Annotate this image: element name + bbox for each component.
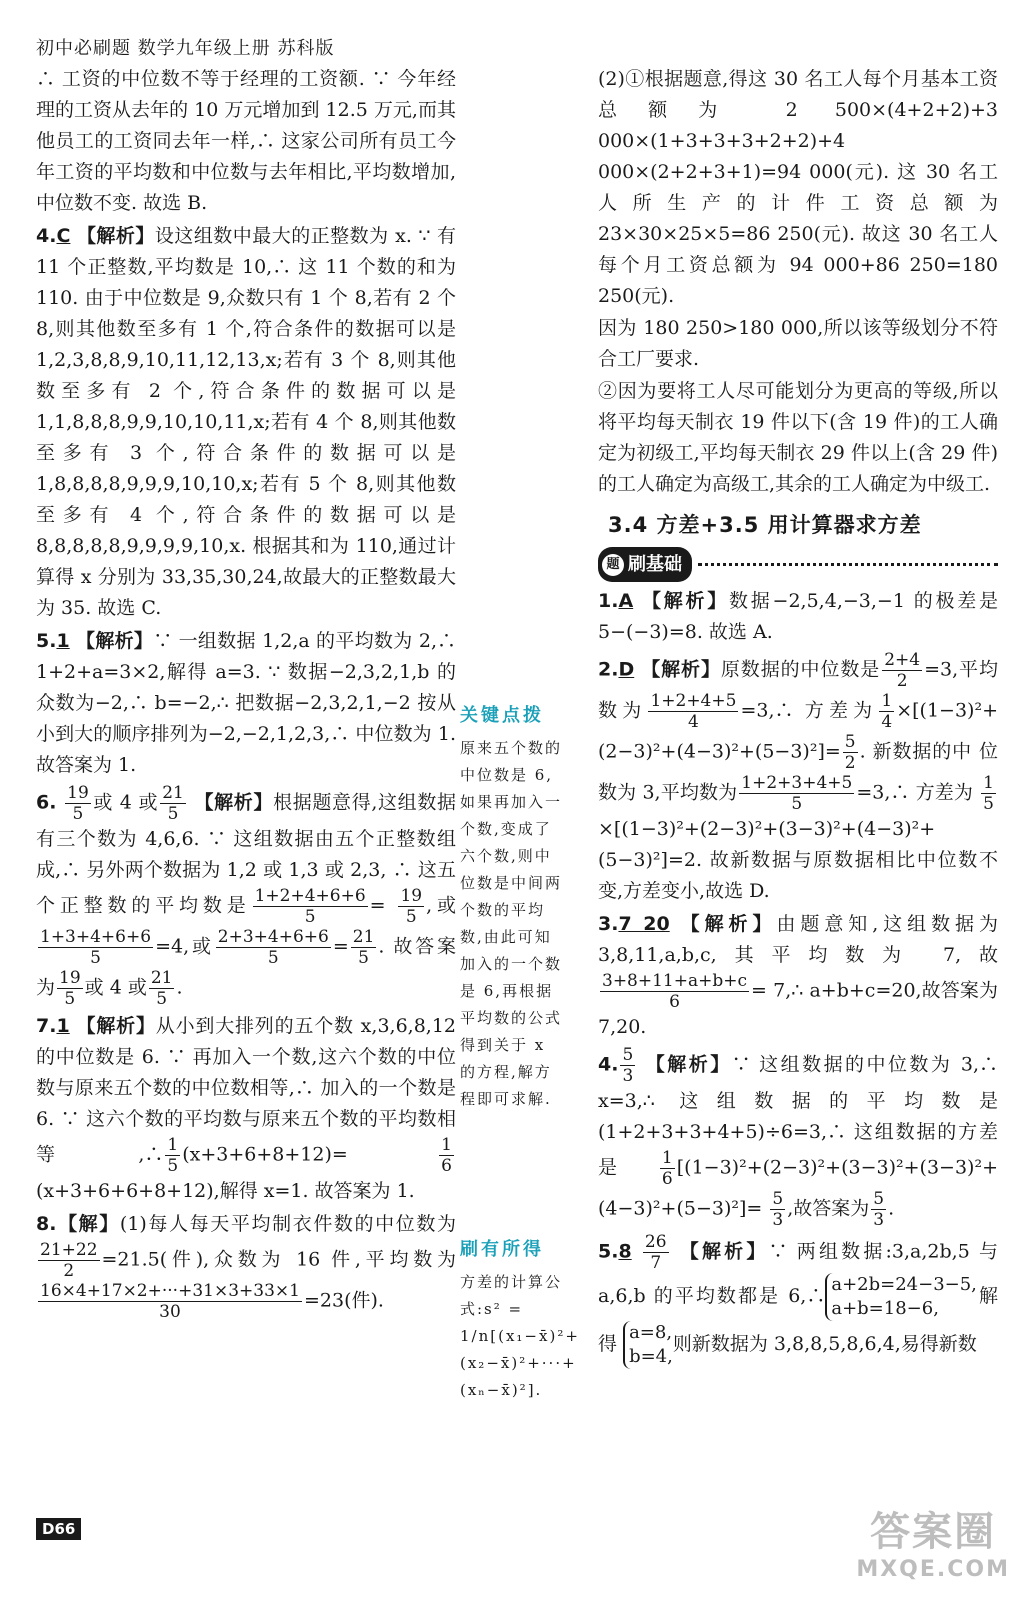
answer: C (56, 225, 71, 247)
fraction: $\frac{1}{5}$ (983, 773, 994, 814)
left-column (36, 64, 456, 1323)
page-number: D66 (36, 1518, 81, 1540)
question-7: 7.1 【解析】从小到大排列的五个数 x,3,6,8,12 的中位数是 6. ∵ 再加入一个数,这六个数的中位数与原来五个数的中位数相等,∴ 加入的一个数是 6. ∵ 这六个数的平均数与原来五个数的平均数相等,∴ $\frac{1}{5}$ (x+3+6+8+12)= $\frac{1}{6}$ (x+3+6+6+8+12),解得 x=1. 故答案为 1. (36, 1015, 456, 1202)
exercise-2: 2.D 【解析】原数据的中位数是 $\frac{2+4}{2}$ =3,平均 数为 $\frac{1+2+4+5}{4}$ =3,∴ 方差为 $\frac{1}{4}$ ×[(1−3)²+ (2−3)²+(4−3)²+(5−3)²]= $\frac{5}{2}$ . 新数据的中 位数为 3,平均数为 $\frac{1+2+3+4+5}{5}$ =3,∴ 方差为 $\frac{1}{5}$ ×[(1−3)²+(2−3)²+(3−3)²+(4−3)²+(5−3)²]=2. 故新数据与原数据相比中位数不变,方差变小,故选 D. (598, 650, 998, 902)
answer: $\frac{5}{3}$ (622, 1045, 634, 1086)
exercise-4: 4. $\frac{5}{3}$ 【解析】∵ 这组数据的中位数为 3,∴ x=3,∴ 这组数据的平均数是(1+2+3+3+4+5)÷6=3,∴ 这组数据的方差是 $\frac{1}{6}$ [(1−3)²+(2−3)²+(3−3)²+(3−3)²+(4−3)²+(5−3)²]= $\frac{5}{3}$ ,故答案为 $\frac{5}{3}$ . (598, 1045, 998, 1230)
fraction: $\frac{1+2+4+6+6}{5}$ (254, 886, 366, 927)
fraction: $\frac{3+8+11+a+b+c}{6}$ (602, 971, 748, 1012)
right-column (598, 64, 998, 1370)
fraction: $\frac{16\times 4+17\times 2+\cdot\cdot\cdot+31\times 3+33\times 1}{30}$ (40, 1281, 300, 1322)
section-title: 3.4 方差+3.5 用计算器求方差 (608, 513, 922, 537)
exercise-1: 1.A 【解析】数据−2,5,4,−3,−1 的极差是 5−(−3)=8. 故选 A. (598, 590, 998, 643)
fraction: $\frac{21}{5}$ (150, 968, 173, 1009)
fraction: $\frac{21}{5}$ (352, 927, 375, 968)
sidebar-body: 原来五个数的中位数是 6,如果再加入一个数,变成了六个数,则中位数是中间两个数的平均数,由此可知加入的一个数是 6,再根据平均数的公式得到关于 x 的方程,解方程即可求解. (460, 739, 563, 1108)
exercise-5: 5.8 $\frac{26}{7}$ 【解析】∵ 两组数据:3,a,2b,5 与 a,6,b 的平均数都是 6,∴ a+2b=24−3−5, a+b=18−6, 解得 a=8, b=4, 则新数据为 3,8,8,5,8,6,4,易得新数 (598, 1232, 999, 1367)
pen-icon: 题 (602, 554, 624, 576)
answer: $\frac{26}{7}$ (644, 1232, 667, 1273)
answer: 7 20 (618, 913, 670, 935)
question-6: 6. $\frac{19}{5}$ 或 4 或 $\frac{21}{5}$ 【解析】根据题意得,这组数据有三个数为 4,6,6. ∵ 这组数据由五个正整数组成,∴ 另外两个数据为 1,2 或 1,3 或 2,3, ∴ 这五个正整数的平均数是 $\frac{1+2+4+6+6}{5}$ = $\frac{19}{5}$ ,或 $\frac{1+3+4+6+6}{5}$ =4,或 $\frac{2+3+4+6+6}{5}$ = $\frac{21}{5}$ . 故答案为 $\frac{19}{5}$ 或 4 或 $\frac{21}{5}$ . (36, 783, 457, 1009)
sidebar-body: 方差的计算公式:s² = 1/n[(x₁−x̄)²+(x₂−x̄)²+···+(xₙ−x̄)²]. (460, 1273, 580, 1399)
question-8: 8.【解】(1)每人每天平均制衣件数的中位数为 $\frac{21+22}{2}$ =21.5(件),众数为 16 件,平均数为 $\frac{16\times 4+17\times 2+\cdot\cdot\cdot+31\times 3+33\times 1}{30}$ =23(件). (36, 1213, 456, 1322)
sidebar-takeaway (460, 1236, 580, 1404)
fraction: $\frac{1}{6}$ (441, 1135, 452, 1176)
basic-badge: 题 刷基础 (598, 547, 692, 582)
divider (698, 563, 998, 566)
paragraph: (2)①根据题意,得这 30 名工人每个月基本工资总额为 2 500×(4+2+2)+3 000×(1+3+3+3+2+2)+4 000×(2+2+3+1)=94 000(元). 这 30 名工人所生产的计件工资总额为 23×30×25×5=86 250(元). 故这 30 名工人每个月工资总额为 94 000+86 250=180 250(元). (598, 68, 998, 307)
fraction: $\frac{1+3+4+6+6}{5}$ (40, 927, 152, 968)
exercise-3: 3.7 20 【解析】由题意知,这组数据为 3,8,11,a,b,c,其平均数为 7,故 $\frac{3+8+11+a+b+c}{6}$ = 7,∴ a+b+c=20,故答案为 7,20. (598, 913, 998, 1038)
fraction: $\frac{21}{5}$ (162, 783, 184, 824)
fraction: $\frac{5}{2}$ (844, 732, 856, 773)
fraction: $\frac{5}{3}$ (873, 1189, 885, 1230)
answer: A (618, 590, 634, 612)
fraction: $\frac{1}{4}$ (881, 691, 893, 732)
fraction: $\frac{1+2+4+5}{4}$ (650, 691, 737, 732)
fraction: $\frac{19}{5}$ (400, 886, 423, 927)
fraction: $\frac{1+2+3+4+5}{5}$ (741, 773, 853, 814)
paragraph: 因为 180 250>180 000,所以该等级划分不符合工厂要求. (598, 317, 998, 370)
watermark: 答案圈 MXQE.COM (856, 1509, 1010, 1582)
answer: 1 (56, 630, 70, 652)
answer: 1 (56, 1015, 70, 1037)
sidebar-title: 刷有所得 (460, 1239, 544, 1260)
paragraph: ②因为要将工人尽可能划分为更高的等级,所以将平均每天制衣 19 件以下(含 19 件)的工人确定为初级工,平均每天制衣 29 件以上(含 29 件)的工人确定为高级工,其余的工人确定为中级工. (598, 380, 998, 495)
fraction: $\frac{1}{5}$ (167, 1135, 179, 1176)
fraction: $\frac{1}{6}$ (661, 1148, 673, 1189)
equation-system: a+2b=24−3−5, a+b=18−6, (825, 1273, 977, 1321)
sidebar-key-points (460, 702, 564, 1113)
answer: D (618, 658, 635, 681)
sidebar-title: 关键点拨 (460, 705, 544, 726)
equation-system: a=8, b=4, (623, 1321, 673, 1369)
question-5: 5.1 【解析】∵ 一组数据 1,2,a 的平均数为 2,∴ 1+2+a=3×2,解得 a=3. ∵ 数据−2,3,2,1,b 的众数为−2,∴ b=−2,∴ 把数据−2,3,2,1,−2 按从小到大的顺序排列为−2,−2,1,2,3,∴ 中位数为 1. 故答案为 1. (36, 630, 456, 776)
fraction: $\frac{2+4}{2}$ (884, 650, 921, 691)
fraction: $\frac{19}{5}$ (67, 783, 89, 824)
page-header: 初中必刷题 数学九年级上册 苏科版 (36, 38, 335, 59)
basic-practice-banner (598, 547, 998, 582)
answer: 8 (618, 1240, 632, 1263)
fraction: $\frac{21+22}{2}$ (40, 1240, 98, 1281)
question-4: 4.C 【解析】设这组数中最大的正整数为 x. ∵ 有 11 个正整数,平均数是 10,∴ 这 11 个数的和为 110. 由于中位数是 9,众数只有 1 个 8,若有 2 个 8,则其他数至多有 1 个,符合条件的数据可以是 1,2,3,8,8,9,10,11,12,13,x;若有 3 个 8,则其他数至多有 2 个,符合条件的数据可以是 1,1,8,8,8,9,9,10,10,11,x;若有 4 个 8,则其他数至多有 3 个,符合条件的数据可以是 1,8,8,8,8,9,9,9,10,10,x;若有 5 个 8,则其他数至多有 4 个,符合条件的数据可以是 8,8,8,8,8,9,9,9,9,10,x. 根据其和为 110,通过计算得 x 分别为 33,35,30,24,故最大的正整数最大为 35. 故选 C. (36, 225, 456, 619)
paragraph: ∴ 工资的中位数不等于经理的工资额. ∵ 今年经理的工资从去年的 10 万元增加到 12.5 万元,而其他员工的工资同去年一样,∴ 这家公司所有员工今年工资的平均数和中位数与去年相比,平均数增加,中位数不变. 故选 B. (36, 68, 456, 214)
fraction: $\frac{5}{3}$ (772, 1189, 784, 1230)
fraction: $\frac{19}{5}$ (59, 968, 81, 1009)
fraction: $\frac{2+3+4+6+6}{5}$ (217, 927, 329, 968)
